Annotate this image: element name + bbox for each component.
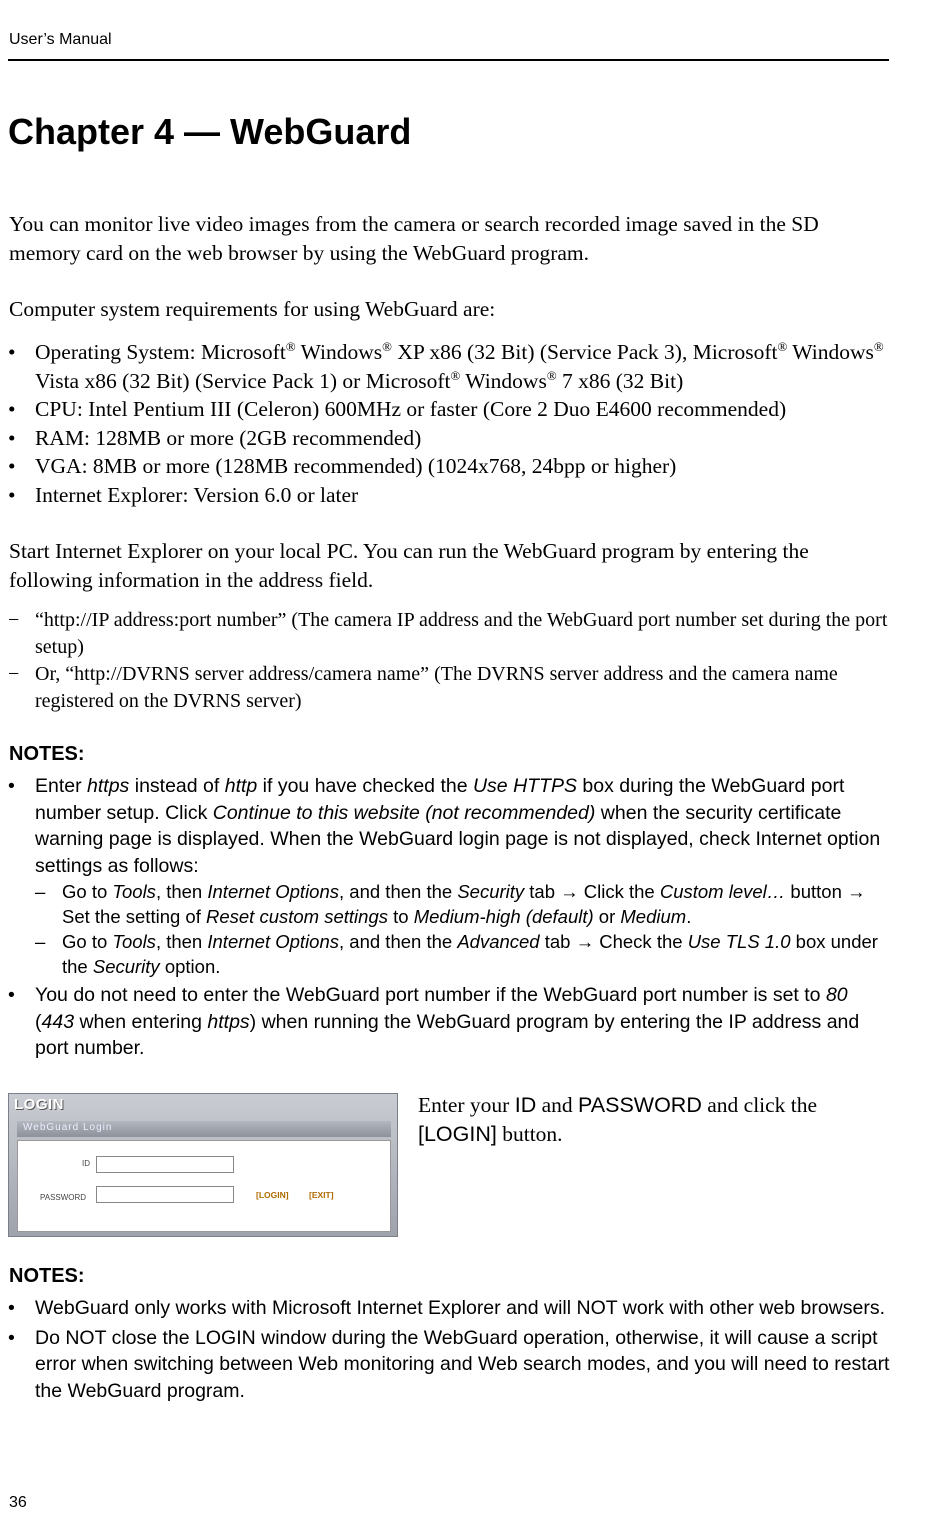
login-button[interactable]: [LOGIN] [256, 1190, 289, 1200]
notes-heading: NOTES: [9, 1265, 85, 1287]
id-input[interactable] [96, 1156, 234, 1173]
dash-icon: – [35, 881, 46, 902]
note-ie-only: • WebGuard only works with Microsoft Internet Explorer and will NOT work with other web browsers. [8, 1295, 890, 1322]
requirement-vga: • VGA: 8MB or more (128MB recommended) (1024x768, 24bpp or higher) [8, 452, 890, 481]
note-port-number: • You do not need to enter the WebGuard port number if the WebGuard port number is set to 80 (443 when entering https) when running the WebGuard program by entering the IP address and port number. [8, 984, 860, 1059]
requirement-ram: • RAM: 128MB or more (2GB recommended) [8, 424, 890, 453]
running-header: User’s Manual [9, 31, 112, 48]
login-instructions: Enter your ID and PASSWORD and click the [LOGIN] button. [418, 1093, 818, 1146]
login-window-subtitle-bar [17, 1121, 391, 1137]
bullet-icon: • [8, 482, 16, 507]
requirements-intro: Computer system requirements for using WebGuard are: [9, 297, 496, 321]
notes-list [8, 773, 890, 1065]
bullet-icon: • [8, 775, 15, 797]
requirements-list [8, 338, 890, 509]
dash-icon: – [35, 931, 46, 952]
dash-icon: − [8, 609, 20, 631]
requirement-cpu: • CPU: Intel Pentium III (Celeron) 600MHz or faster (Core 2 Duo E4600 recommended) [8, 395, 890, 424]
address-options-list [8, 607, 890, 715]
page-number: 36 [9, 1494, 27, 1511]
login-window-title: LOGIN [14, 1096, 64, 1113]
requirement-os: • Operating System: Microsoft® Windows® XP x86 (32 Bit) (Service Pack 3), Microsoft® Windows® Vista x86 (32 Bit) (Service Pack 1) or Microsoft® Windows® 7 x86 (32 Bit) [8, 339, 884, 393]
bullet-icon: • [8, 1297, 15, 1319]
header-rule [8, 59, 889, 61]
login-panel [17, 1140, 391, 1232]
requirement-ie: • Internet Explorer: Version 6.0 or later [8, 481, 890, 510]
note-login-window: • Do NOT close the LOGIN window during the WebGuard operation, otherwise, it will cause a script error when switching between Web monitoring and Web search modes, and you will need to restart the WebGuard program. [8, 1326, 890, 1402]
bullet-icon: • [8, 340, 16, 364]
bullet-icon: • [8, 397, 16, 421]
login-window-screenshot [8, 1093, 398, 1237]
exit-button[interactable]: [EXIT] [309, 1190, 334, 1200]
bullet-icon: • [8, 984, 15, 1006]
id-label: ID [82, 1159, 90, 1168]
note-https: • Enter https instead of http if you have checked the Use HTTPS box during the WebGuard port number setup. Click Continue to this website (not recommended) when the security certificate warning page is displayed. When the WebGuard login page is not displayed, check Internet option settings as follows: – Go to Tools, then Internet Options, and then the Security tab → Click the Custom level… button → Set the setting of Reset custom settings to Medium-high (default) or Medium. – Go to Tools, then Internet Options, and then the Advanced tab → Check the Use TLS 1.0 box under the Security option. [8, 773, 890, 979]
intro-paragraph: You can monitor live video images from the camera or search recorded image saved in the SD memory card on the web browser by using the WebGuard program. [9, 212, 819, 265]
bullet-icon: • [8, 425, 16, 450]
sub-steps-list [8, 879, 890, 979]
address-option: − “http://IP address:port number” (The camera IP address and the WebGuard port number set during the port setup) [8, 609, 888, 658]
dash-icon: − [8, 663, 20, 685]
notes-list [8, 1295, 890, 1407]
sub-step-advanced: – Go to Tools, then Internet Options, and then the Advanced tab → Check the Use TLS 1.0 box under the Security option. [35, 931, 878, 977]
start-paragraph: Start Internet Explorer on your local PC. You can run the WebGuard program by entering the following information in the address field. [9, 539, 809, 592]
sub-step-security: – Go to Tools, then Internet Options, and then the Security tab → Click the Custom level… button → Set the setting of Reset custom settings to Medium-high (default) or Medium. [35, 881, 866, 927]
login-window-subtitle: WebGuard Login [23, 1122, 113, 1133]
bullet-icon: • [8, 1326, 15, 1349]
bullet-icon: • [8, 454, 16, 478]
notes-heading: NOTES: [9, 743, 85, 765]
address-option: − Or, “http://DVRNS server address/camera name” (The DVRNS server address and the camera name registered on the DVRNS server) [8, 663, 838, 712]
chapter-title: Chapter 4 — WebGuard [8, 111, 412, 152]
password-label: PASSWORD [40, 1193, 87, 1202]
password-input[interactable] [96, 1186, 234, 1203]
